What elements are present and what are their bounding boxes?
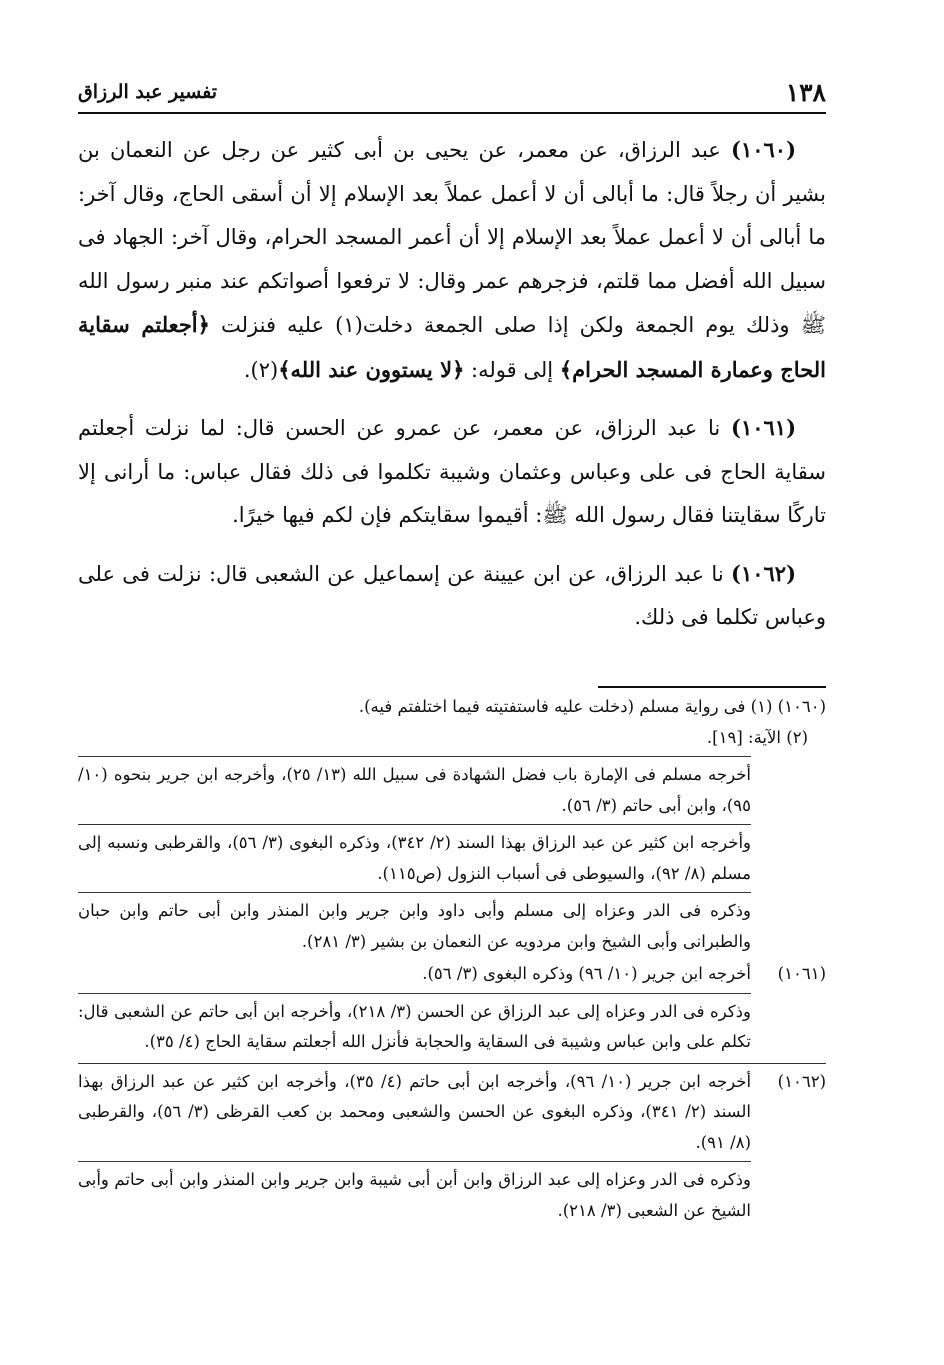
divider	[78, 1063, 826, 1064]
footnote-marker: (٢).	[243, 357, 279, 382]
footnote-1060-1: (١٠٦٠) (١) فى رواية مسلم (دخلت عليه فاستفتيته فيما اختلفتم فيه).	[358, 697, 826, 716]
hadith-number: (١٠٦٠)	[731, 137, 796, 162]
takhrij-line: أخرجه ابن جرير (١٠/ ٩٦)، وأخرجه ابن أبى حاتم (٤/ ٣٥)، وأخرجه ابن كثير عن عبد الرزاق بهذا السند (٢/ ٣٤١)، وذكره البغوى عن الحسن والشعبى ومحمد بن كعب القرظى (٣/ ٥٦)، والقرطبى (٨/ ٩١).	[78, 1071, 752, 1152]
main-text	[78, 128, 826, 654]
page-number: ١٣٨	[785, 77, 826, 107]
paragraph-text: عبد الرزاق، عن معمر، عن يحيى بن أبى كثير عن رجل عن النعمان بن بشير أن رجلاً قال: ما أبالى أن لا أعمل عملاً بعد الإسلام إلا أن أسقى الحاج، وقال آخر: ما أبالى أن لا أعمل عملاً بعد الإسلام إلا أن أعمر المسجد الحرام، وقال آخر: الجهاد فى سبيل الله أفضل مما قلتم، فزجرهم عمر وقال: لا ترفعوا أصواتكم عند منبر رسول الله ﷺ وذلك يوم الجمعة ولكن إذا صلى الجمعة دخلت(١) عليه فنزلت	[78, 138, 826, 337]
quran-quote: ﴿أجعلتم سقاية الحاج وعمارة المسجد الحرام﴾	[78, 312, 826, 382]
divider	[78, 756, 751, 757]
footnote-separator	[598, 686, 826, 688]
footnote-1060-2: (٢) الآية: [١٩].	[706, 727, 808, 747]
takhrij-1062	[78, 1067, 826, 1229]
takhrij-key: (١٠٦٢)	[777, 1071, 826, 1091]
takhrij-line: أخرجه ابن جرير (١٠/ ٩٦) وذكره البغوى (٣/ ٥٦).	[422, 964, 751, 983]
takhrij-line: وذكره فى الدر وعزاه إلى عبد الرزاق وابن أبن أبى شيبة وابن جرير وابن المنذر وابن أبى حاتم وأبى الشيخ عن الشعبى (٣/ ٢١٨).	[78, 1170, 751, 1220]
paragraph-1060	[78, 128, 826, 392]
quran-quote: ﴿لا يستوون عند الله﴾	[278, 356, 465, 382]
paragraph-1061	[78, 406, 826, 538]
takhrij-1061	[78, 959, 826, 1060]
takhrij-line: وذكره فى الدر وعزاه إلى مسلم وأبى داود وابن جرير وابن المنذر وابن أبى حاتم وابن حبان والطبرانى وأبى الشيخ وابن مردويه عن النعمان بن بشير (٣/ ٢٨١).	[78, 901, 751, 951]
paragraph-text: إلى قوله:	[464, 357, 560, 382]
page-header	[78, 72, 826, 114]
takhrij-key	[751, 753, 826, 959]
takhrij-key: (١٠٦١)	[777, 964, 826, 983]
takhrij-line: أخرجه مسلم فى الإمارة باب فضل الشهادة فى سبيل الله (١٣/ ٢٥)، وأخرجه ابن جرير بنحوه (١٠/ ٩٥)، وابن أبى حاتم (٣/ ٥٦).	[78, 765, 751, 815]
takhrij-line: وذكره فى الدر وعزاه إلى عبد الرزاق عن الحسن (٣/ ٢١٨)، وأخرجه ابن أبى حاتم عن الشعبى قال: تكلم على وابن عباس وشيبة فى السقاية والحجابة فأنزل الله أجعلتم سقاية الحاج (٤/ ٣٥).	[78, 1001, 751, 1051]
divider	[78, 993, 751, 994]
running-title: تفسير عبد الرزاق	[78, 81, 218, 103]
takhrij-1060	[78, 753, 826, 959]
paragraph-1062	[78, 552, 826, 640]
divider	[78, 824, 751, 825]
paragraph-text: نا عبد الرزاق، عن ابن عيينة عن إسماعيل عن الشعبى قال: نزلت فى على وعباس تكلما فى ذلك.	[78, 561, 826, 629]
hadith-number: (١٠٦٢)	[731, 560, 796, 586]
takhrij-line: وأخرجه ابن كثير عن عبد الرزاق بهذا السند (٢/ ٣٤٢)، وذكره البغوى (٣/ ٥٦)، والقرطبى ونسبه إلى مسلم (٨/ ٩٢)، والسيوطى فى أسباب النزول (ص١١٥).	[78, 833, 751, 883]
divider	[78, 1161, 751, 1162]
divider	[78, 892, 751, 893]
paragraph-text: نا عبد الرزاق، عن معمر، عن عمرو عن الحسن قال: لما نزلت أجعلتم سقاية الحاج فى على وعباس وعثمان وشيبة تكلموا فى ذلك فقال عباس: ما أرانى إلا تاركًا سقايتنا فقال رسول الله ﷺ: أقيموا سقايتكم فإن لكم فيها خيرًا.	[78, 416, 826, 527]
hadith-number: (١٠٦١)	[731, 415, 796, 440]
footnotes	[78, 692, 826, 1228]
